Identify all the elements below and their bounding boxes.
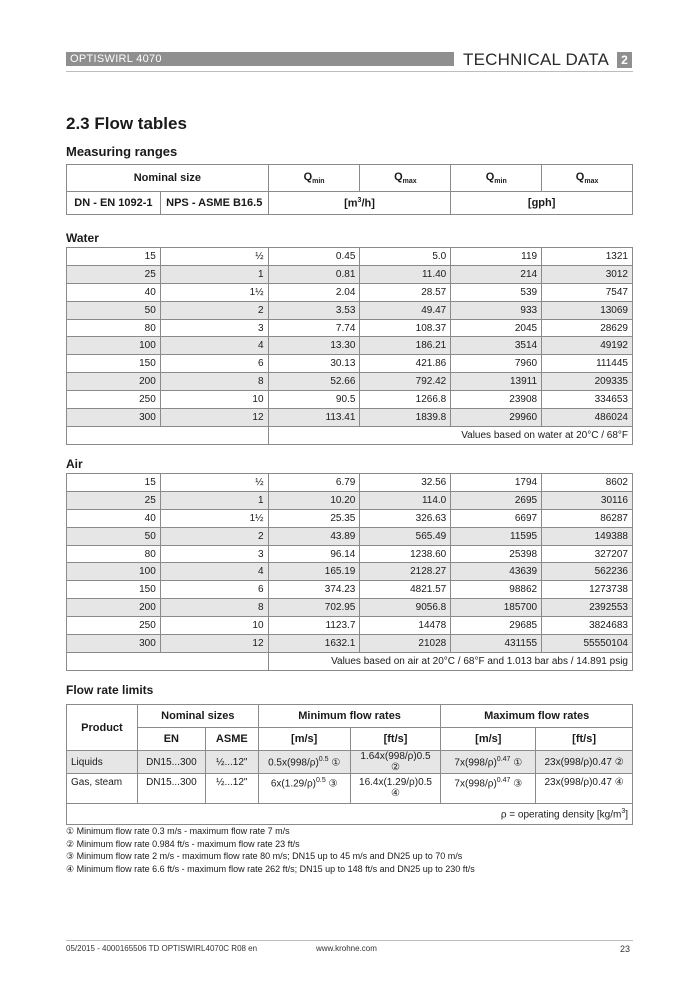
qmin-m3h-cell: 165.19 (268, 563, 360, 581)
footnote-1: ① Minimum flow rate 0.3 m/s - maximum flow rate 7 m/s (66, 826, 290, 836)
nps-cell: ½ (160, 474, 268, 492)
nps-cell: 1½ (160, 283, 268, 301)
qmax-m3h-cell: 114.0 (360, 491, 451, 509)
qmax-gph-cell: 562236 (542, 563, 633, 581)
measuring-ranges-header-table (66, 164, 633, 215)
section-name: TECHNICAL DATA (463, 50, 610, 69)
qmax-m3h-cell: 14478 (360, 617, 451, 635)
qmin-gph-cell: 214 (451, 265, 542, 283)
table-row (67, 635, 633, 653)
qmax-m3h-cell: 2128.27 (360, 563, 451, 581)
qmax-gph-cell: 55550104 (542, 635, 633, 653)
qmin-gph-cell: 2045 (451, 319, 542, 337)
qmin-gph-cell: 2695 (451, 491, 542, 509)
dn-cell: 40 (67, 509, 161, 527)
qmin-gph-cell: 43639 (451, 563, 542, 581)
dn-cell: 300 (67, 409, 161, 427)
qmin-gph-cell: 119 (451, 248, 542, 266)
table-row (67, 545, 633, 563)
qmax-m3h-cell: 108.37 (360, 319, 451, 337)
table-row (67, 599, 633, 617)
table-row (67, 319, 633, 337)
asme-cell: ½...12" (205, 751, 258, 774)
footnote-2: ② Minimum flow rate 0.984 ft/s - maximum flow rate 23 ft/s (66, 838, 300, 849)
unit-gph: [gph] (451, 192, 633, 215)
dn-cell: 25 (67, 265, 161, 283)
flow-limits-title: Flow rate limits (66, 683, 154, 697)
dn-cell: 40 (67, 283, 161, 301)
max-fts-header: [ft/s] (536, 728, 633, 751)
air-note-spacer (67, 652, 269, 670)
qmin-gph-cell: 29685 (451, 617, 542, 635)
max-ms-cell: $7x(998/\rho)^{0.47}$ ① (441, 751, 536, 774)
en-cell: DN15...300 (137, 774, 205, 804)
table-row (67, 391, 633, 409)
table-row (67, 355, 633, 373)
table-row (67, 283, 633, 301)
qmax-gph-cell: 3824683 (542, 617, 633, 635)
qmax-gph-cell: 28629 (542, 319, 633, 337)
dn-cell: 50 (67, 301, 161, 319)
qmax-m3h-cell: 1238.60 (360, 545, 451, 563)
dn-cell: 150 (67, 581, 161, 599)
qmax-gph-cell: 111445 (542, 355, 633, 373)
dn-cell: 25 (67, 491, 161, 509)
asme-header: ASME (205, 728, 258, 751)
footnote-4: ④ Minimum flow rate 6.6 ft/s - maximum flow rate 262 ft/s; DN15 up to 148 ft/s and DN25 up to 230 ft/s (66, 863, 475, 874)
table-row (67, 373, 633, 391)
qmin-gph-cell: 3514 (451, 337, 542, 355)
table-row (67, 337, 633, 355)
product-cell: Liquids (67, 751, 138, 774)
nps-cell: 10 (160, 391, 268, 409)
footnotes (66, 825, 475, 875)
qmin-gph-cell: 185700 (451, 599, 542, 617)
qmin-gph-cell: 29960 (451, 409, 542, 427)
nps-cell: 1 (160, 265, 268, 283)
qmax-gph-cell: 8602 (542, 474, 633, 492)
table-row (67, 409, 633, 427)
product-name: OPTISWIRL 4070 (70, 53, 162, 65)
qmax-m3h-cell: 4821.57 (360, 581, 451, 599)
qmin-m3h-cell: 6.79 (268, 474, 360, 492)
qmin-gph-cell: 6697 (451, 509, 542, 527)
qmax-m3h-cell: 186.21 (360, 337, 451, 355)
section-title: 2.3 Flow tables (66, 114, 187, 133)
dn-cell: 80 (67, 319, 161, 337)
nps-cell: 10 (160, 617, 268, 635)
qmax-gph-cell: 30116 (542, 491, 633, 509)
qmax-m3h-cell: 11.40 (360, 265, 451, 283)
table-row (67, 474, 633, 492)
qmax-gph-cell: 2392553 (542, 599, 633, 617)
max-fts-cell: 23x(998/ρ)0.47 ② (536, 751, 633, 774)
qmin-m3h-cell: 0.81 (268, 265, 360, 283)
nps-cell: 3 (160, 319, 268, 337)
nps-cell: 12 (160, 409, 268, 427)
qmin-m3h-cell: 13.30 (268, 337, 360, 355)
product-header: Product (67, 705, 138, 751)
qmin-m3h-cell: 7.74 (268, 319, 360, 337)
qmax-m3h-cell: 1266.8 (360, 391, 451, 409)
qmax-gph-cell: 327207 (542, 545, 633, 563)
nps-cell: 1½ (160, 509, 268, 527)
qmin-m3h-cell: 1123.7 (268, 617, 360, 635)
qmin-gph-cell: 933 (451, 301, 542, 319)
qmin-m3h-cell: 25.35 (268, 509, 360, 527)
qmin-gph-cell: 98862 (451, 581, 542, 599)
table-row (67, 581, 633, 599)
chapter-badge: 2 (617, 52, 632, 68)
qmin-m3h-cell: 374.23 (268, 581, 360, 599)
nps-cell: 2 (160, 301, 268, 319)
qmax-gph-cell: 209335 (542, 373, 633, 391)
min-ms-cell: $0.5x(998/\rho)^{0.5}$ ① (258, 751, 350, 774)
qmin-m3h-cell: 90.5 (268, 391, 360, 409)
dn-cell: 150 (67, 355, 161, 373)
dn-header: DN - EN 1092-1 (67, 192, 161, 215)
qmax-m3h-cell: 565.49 (360, 527, 451, 545)
dn-cell: 15 (67, 474, 161, 492)
dn-cell: 300 (67, 635, 161, 653)
nps-cell: 12 (160, 635, 268, 653)
density-note: ρ = operating density $[kg/m^3]$ (67, 804, 633, 825)
min-fts-header: [ft/s] (350, 728, 441, 751)
nps-cell: 1 (160, 491, 268, 509)
qmax-m3h-cell: 1839.8 (360, 409, 451, 427)
asme-cell: ½...12" (205, 774, 258, 804)
nps-cell: 4 (160, 563, 268, 581)
qmin-gph-cell: 23908 (451, 391, 542, 409)
air-note: Values based on air at 20°C / 68°F and 1.013 bar abs / 14.891 psig (268, 652, 632, 670)
air-table (66, 473, 633, 671)
qmax-m3h-cell: 5.0 (360, 248, 451, 266)
nps-cell: 6 (160, 355, 268, 373)
qmax-m3h-cell: 326.63 (360, 509, 451, 527)
qmin-m3h-cell: 52.66 (268, 373, 360, 391)
qmin-gph-cell: 11595 (451, 527, 542, 545)
qmin-header-m3h: $Q_{min}$ (268, 165, 360, 192)
water-note: Values based on water at 20°C / 68°F (268, 426, 632, 444)
dn-cell: 250 (67, 617, 161, 635)
nps-cell: 6 (160, 581, 268, 599)
qmax-m3h-cell: 21028 (360, 635, 451, 653)
qmax-gph-cell: 149388 (542, 527, 633, 545)
min-fts-cell: 16.4x(1.29/ρ)0.5 ④ (350, 774, 441, 804)
qmin-m3h-cell: 0.45 (268, 248, 360, 266)
qmin-header-gph: $Q_{min}$ (451, 165, 542, 192)
table-row (67, 491, 633, 509)
qmax-gph-cell: 13069 (542, 301, 633, 319)
qmin-m3h-cell: 1632.1 (268, 635, 360, 653)
min-ms-cell: $6x(1.29/\rho)^{0.5}$ ③ (258, 774, 350, 804)
document-id: 05/2015 - 4000165506 TD OPTISWIRL4070C R08 en (66, 944, 258, 953)
qmax-gph-cell: 7547 (542, 283, 633, 301)
nps-cell: 2 (160, 527, 268, 545)
footnote-3: ③ Minimum flow rate 2 m/s - maximum flow rate 80 m/s; DN15 up to 45 m/s and DN25 up to 70 m/s (66, 851, 463, 861)
qmax-m3h-cell: 421.86 (360, 355, 451, 373)
qmax-gph-cell: 1273738 (542, 581, 633, 599)
dn-cell: 250 (67, 391, 161, 409)
qmax-gph-cell: 3012 (542, 265, 633, 283)
water-title: Water (66, 231, 99, 245)
min-ms-header: [m/s] (258, 728, 350, 751)
nps-cell: 8 (160, 599, 268, 617)
water-table (66, 247, 633, 445)
footer-divider (66, 940, 633, 941)
qmin-m3h-cell: 30.13 (268, 355, 360, 373)
qmin-m3h-cell: 2.04 (268, 283, 360, 301)
qmin-m3h-cell: 702.95 (268, 599, 360, 617)
nps-header: NPS - ASME B16.5 (160, 192, 268, 215)
dn-cell: 100 (67, 563, 161, 581)
max-ms-cell: $7x(998/\rho)^{0.47}$ ③ (441, 774, 536, 804)
qmin-m3h-cell: 10.20 (268, 491, 360, 509)
dn-cell: 80 (67, 545, 161, 563)
measuring-ranges-title: Measuring ranges (66, 144, 178, 159)
qmax-gph-cell: 1321 (542, 248, 633, 266)
flow-limits-table (66, 704, 633, 825)
dn-cell: 200 (67, 599, 161, 617)
qmin-m3h-cell: 96.14 (268, 545, 360, 563)
nominal-size-header: Nominal size (67, 165, 269, 192)
nps-cell: 3 (160, 545, 268, 563)
table-row (67, 301, 633, 319)
unit-m3h: $[m^3/h]$ (268, 192, 451, 215)
qmin-gph-cell: 431155 (451, 635, 542, 653)
table-row (67, 265, 633, 283)
qmax-m3h-cell: 792.42 (360, 373, 451, 391)
qmax-header-m3h: $Q_{max}$ (360, 165, 451, 192)
max-fts-cell: 23x(998/ρ)0.47 ④ (536, 774, 633, 804)
header-divider (66, 71, 633, 72)
limits-row-gas (67, 774, 633, 804)
table-row (67, 617, 633, 635)
qmax-m3h-cell: 28.57 (360, 283, 451, 301)
limits-row-liquids (67, 751, 633, 774)
qmax-m3h-cell: 32.56 (360, 474, 451, 492)
table-row (67, 527, 633, 545)
min-fts-cell: 1.64x(998/ρ)0.5 ② (350, 751, 441, 774)
dn-cell: 100 (67, 337, 161, 355)
qmin-gph-cell: 7960 (451, 355, 542, 373)
website-link[interactable]: www.krohne.com (316, 944, 377, 953)
max-rates-header: Maximum flow rates (441, 705, 633, 728)
qmin-gph-cell: 25398 (451, 545, 542, 563)
dn-cell: 50 (67, 527, 161, 545)
table-row (67, 509, 633, 527)
page-number: 23 (620, 944, 631, 954)
nps-cell: ½ (160, 248, 268, 266)
qmax-gph-cell: 86287 (542, 509, 633, 527)
dn-cell: 200 (67, 373, 161, 391)
qmax-gph-cell: 334653 (542, 391, 633, 409)
qmax-m3h-cell: 9056.8 (360, 599, 451, 617)
qmax-m3h-cell: 49.47 (360, 301, 451, 319)
water-note-spacer (67, 426, 269, 444)
table-row (67, 563, 633, 581)
qmax-gph-cell: 486024 (542, 409, 633, 427)
nps-cell: 8 (160, 373, 268, 391)
en-header: EN (137, 728, 205, 751)
qmin-m3h-cell: 3.53 (268, 301, 360, 319)
qmax-gph-cell: 49192 (542, 337, 633, 355)
qmin-gph-cell: 539 (451, 283, 542, 301)
min-rates-header: Minimum flow rates (258, 705, 441, 728)
qmin-m3h-cell: 113.41 (268, 409, 360, 427)
product-cell: Gas, steam (67, 774, 138, 804)
en-cell: DN15...300 (137, 751, 205, 774)
qmax-header-gph: $Q_{max}$ (542, 165, 633, 192)
max-ms-header: [m/s] (441, 728, 536, 751)
table-row (67, 248, 633, 266)
qmin-m3h-cell: 43.89 (268, 527, 360, 545)
nps-cell: 4 (160, 337, 268, 355)
air-title: Air (66, 457, 83, 471)
nominal-sizes-header: Nominal sizes (137, 705, 258, 728)
qmin-gph-cell: 1794 (451, 474, 542, 492)
dn-cell: 15 (67, 248, 161, 266)
qmin-gph-cell: 13911 (451, 373, 542, 391)
